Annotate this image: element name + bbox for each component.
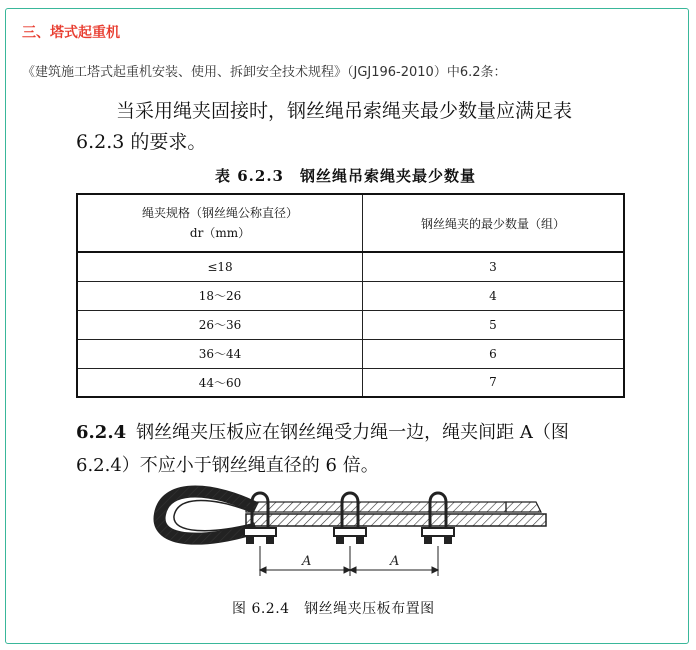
paragraph-2-line-1 xyxy=(76,418,569,444)
cell-size: 44～60 xyxy=(77,368,363,397)
cell-size: 26～36 xyxy=(77,310,363,339)
header-clip-size xyxy=(77,194,363,252)
paragraph-2-text: 钢丝绳夹压板应在钢丝绳受力绳一边，绳夹间距 A（图 xyxy=(136,422,569,443)
cell-size: 36～44 xyxy=(77,339,363,368)
paragraph-1-line-1: 当采用绳夹固接时，钢丝绳吊索绳夹最少数量应满足表 xyxy=(116,100,573,122)
dimension-label-a: A xyxy=(302,554,312,569)
wire-rope-clip-diagram xyxy=(136,472,556,592)
cell-count: 3 xyxy=(363,252,625,281)
cell-count: 4 xyxy=(363,281,625,310)
rope-main xyxy=(246,502,546,526)
figure-caption: 图 6.2.4 钢丝绳夹压板布置图 xyxy=(232,601,435,617)
rope-eye-thimble xyxy=(160,492,256,539)
header-min-count: 钢丝绳夹的最少数量（组） xyxy=(363,194,625,252)
table-row xyxy=(77,339,624,368)
cell-count: 5 xyxy=(363,310,625,339)
dimension-label-a: A xyxy=(390,554,400,569)
table-row xyxy=(77,310,624,339)
clip-count-table xyxy=(76,193,625,398)
cell-count: 7 xyxy=(363,368,625,397)
table-header-row xyxy=(77,194,624,252)
header-clip-size-line-1: 绳夹规格（钢丝绳公称直径） xyxy=(141,206,298,220)
spacing-dimension xyxy=(260,546,438,576)
table-row xyxy=(77,368,624,397)
header-clip-size-line-2: dr（mm） xyxy=(189,226,251,240)
section-title: 三、塔式起重机 xyxy=(22,25,120,41)
table-caption: 表 6.2.3 钢丝绳吊索绳夹最少数量 xyxy=(215,167,476,185)
clause-number: 6.2.4 xyxy=(76,422,127,443)
cell-size: ≤18 xyxy=(77,252,363,281)
cell-count: 6 xyxy=(363,339,625,368)
paragraph-1-line-2: 6.2.3 的要求。 xyxy=(76,131,207,153)
table-row xyxy=(77,252,624,281)
paragraph-2-line-2: 6.2.4）不应小于钢丝绳直径的 6 倍。 xyxy=(76,455,379,476)
cell-size: 18～26 xyxy=(77,281,363,310)
intro-text: 《建筑施工塔式起重机安装、使用、拆卸安全技术规程》（JGJ196-2010）中6.2条： xyxy=(22,65,507,80)
table-row xyxy=(77,281,624,310)
